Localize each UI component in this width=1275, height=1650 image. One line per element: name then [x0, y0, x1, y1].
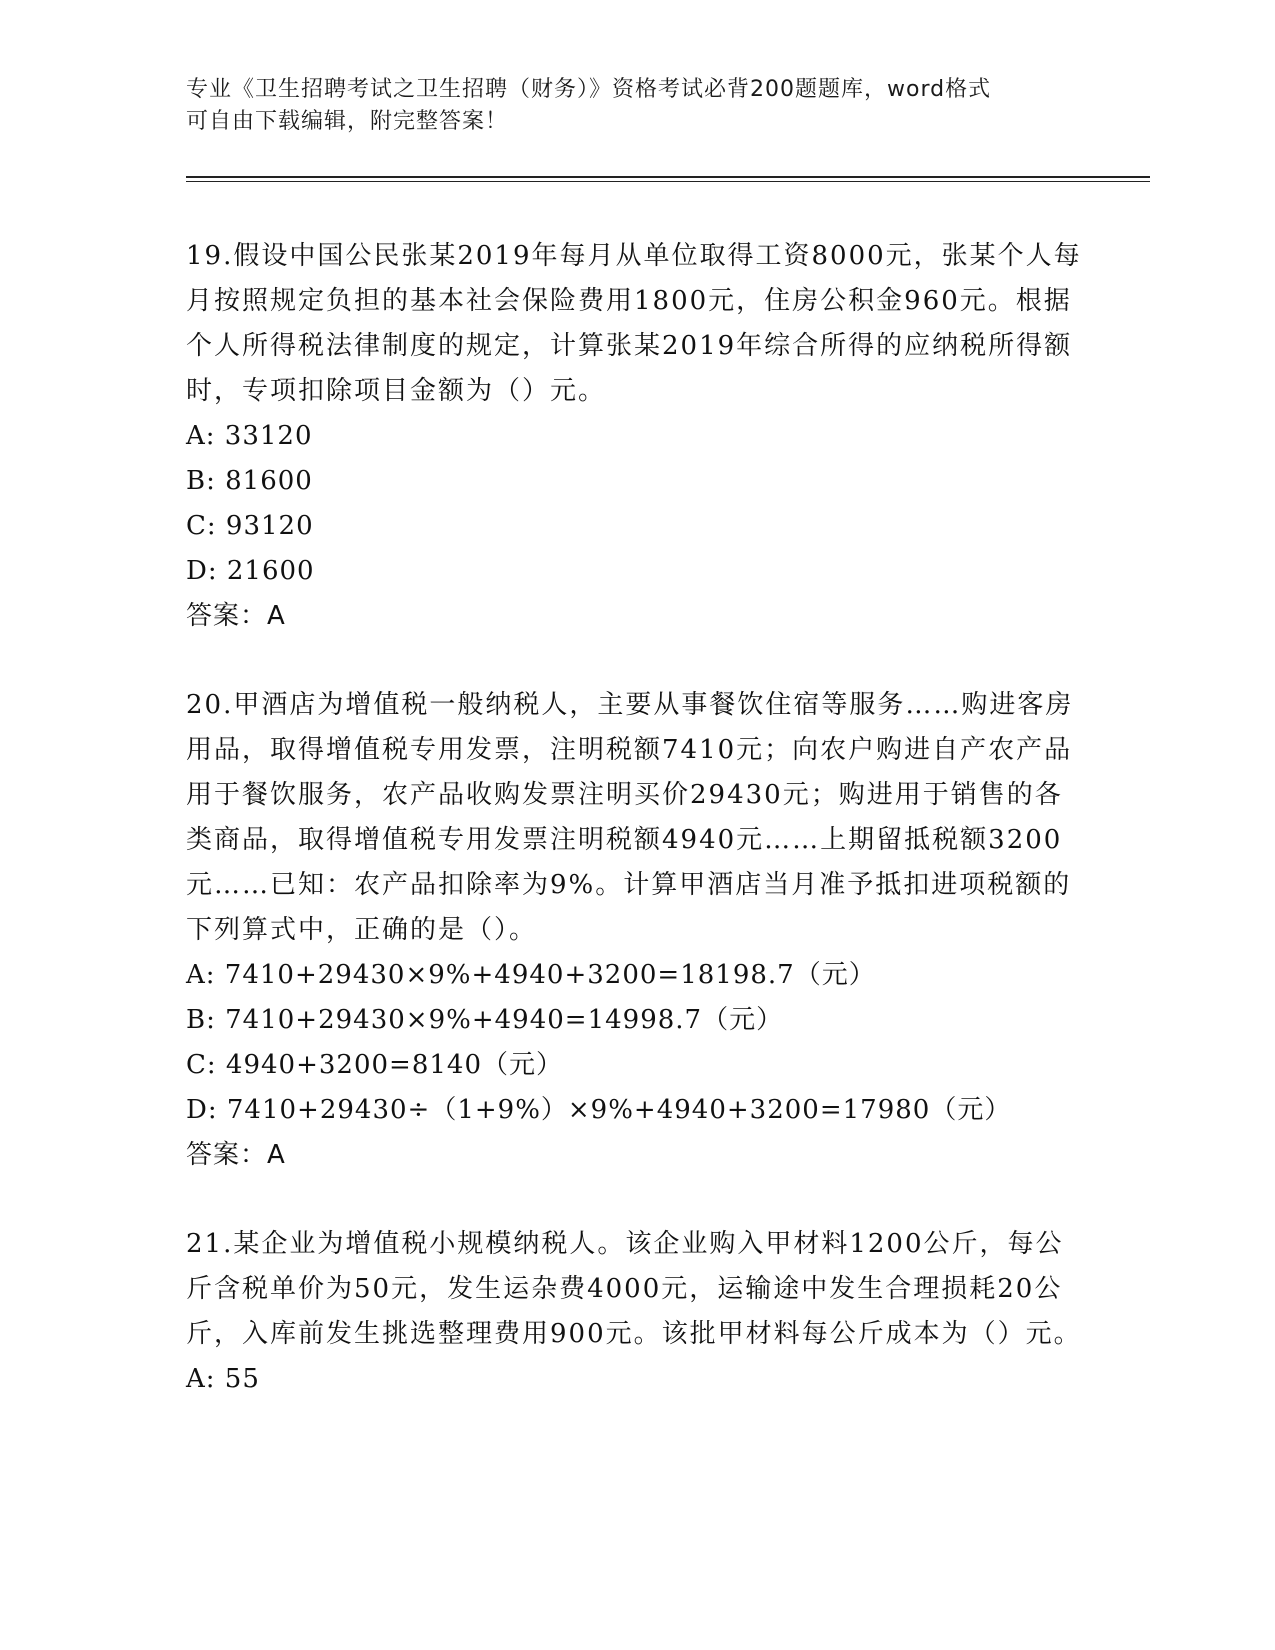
answer-label: 答案：A [186, 601, 286, 631]
option-d: D: 21600 [186, 556, 315, 586]
header-divider-thick [186, 176, 1150, 178]
header-title-line-2: 可自由下载编辑，附完整答案！ [186, 109, 509, 134]
option-a: A: 55 [186, 1364, 260, 1394]
option-b: B: 7410+29430×9%+4940=14998.7（元） [186, 1005, 784, 1035]
document-header [186, 74, 1086, 138]
header-title-line-1: 专业《卫生招聘考试之卫生招聘（财务）》资格考试必背200题题库，word格式 [186, 77, 992, 102]
option-c: C: 93120 [186, 511, 314, 541]
question-list [186, 234, 1086, 1446]
option-c: C: 4940+3200=8140（元） [186, 1050, 563, 1080]
option-a: A: 7410+29430×9%+4940+3200=18198.7（元） [186, 960, 876, 990]
option-d: D: 7410+29430÷（1+9%）×9%+4940+3200=17980（元） [186, 1095, 1012, 1125]
question-19 [186, 234, 1086, 639]
question-text: 19.假设中国公民张某2019年每月从单位取得工资8000元，张某个人每月按照规定负担的基本社会保险费用1800元，住房公积金960元。根据个人所得税法律制度的规定，计算张某2019年综合所得的应纳税所得额时，专项扣除项目金额为（）元。 [186, 241, 1082, 406]
answer-label: 答案：A [186, 1140, 286, 1170]
option-a: A: 33120 [186, 421, 313, 451]
question-text: 20.甲酒店为增值税一般纳税人，主要从事餐饮住宿等服务……购进客房用品，取得增值税专用发票，注明税额7410元；向农户购进自产农产品用于餐饮服务，农产品收购发票注明买价29430元；购进用于销售的各类商品，取得增值税专用发票注明税额4940元……上期留抵税额3200元……已知：农产品扣除率为9%。计算甲酒店当月准予抵扣进项税额的下列算式中，正确的是（）。 [186, 690, 1074, 945]
question-20 [186, 683, 1086, 1178]
question-text: 21.某企业为增值税小规模纳税人。该企业购入甲材料1200公斤，每公斤含税单价为50元，发生运杂费4000元，运输途中发生合理损耗20公斤，入库前发生挑选整理费用900元。该批甲材料每公斤成本为（）元。 [186, 1229, 1082, 1349]
option-b: B: 81600 [186, 466, 313, 496]
question-21 [186, 1222, 1086, 1402]
header-divider-thin [186, 181, 1150, 182]
